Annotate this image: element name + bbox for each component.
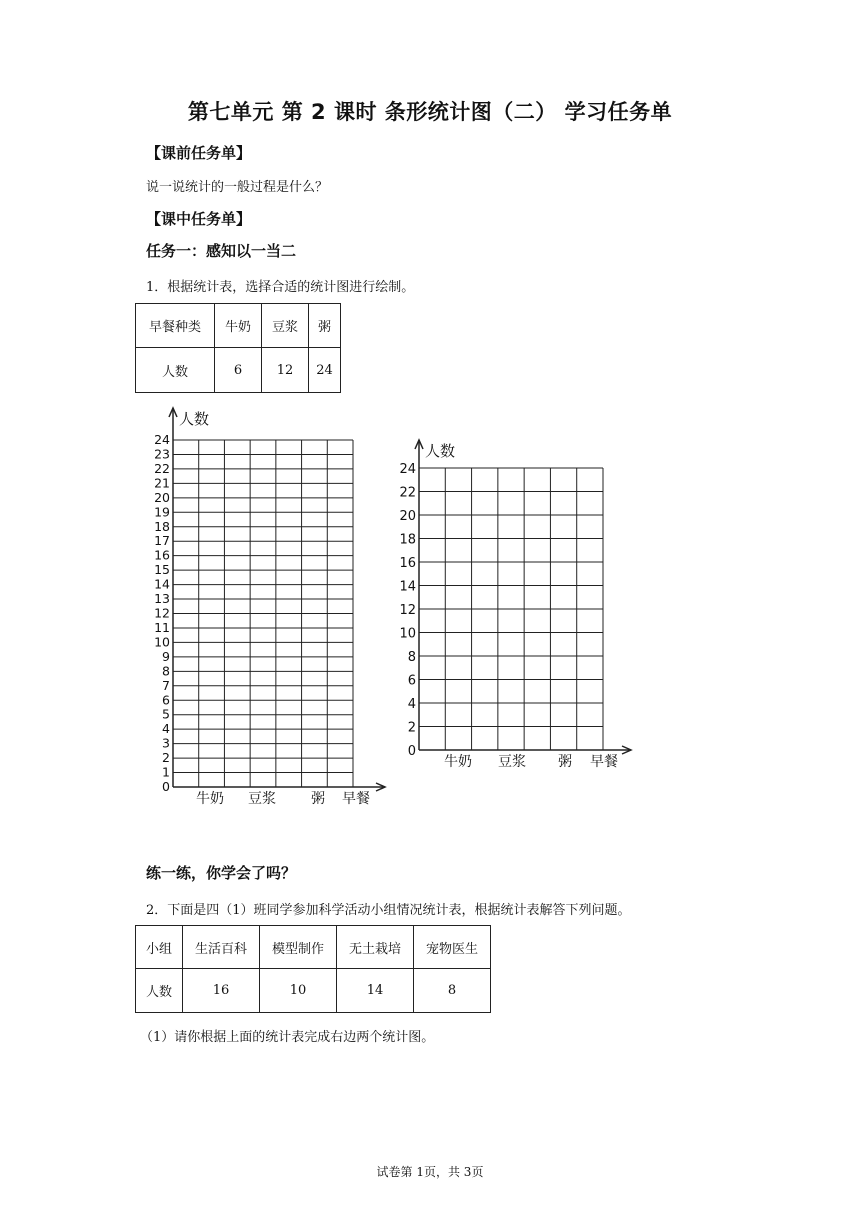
pre-class-question: 说一说统计的一般过程是什么？ xyxy=(146,180,329,195)
table-cell: 牛奶 xyxy=(215,304,262,348)
y-tick-label: 23 xyxy=(154,446,170,462)
y-tick-label: 12 xyxy=(154,605,170,621)
task1-heading: 任务一：感知以一当二 xyxy=(146,242,297,260)
table-cell: 8 xyxy=(414,969,491,1013)
y-tick-label: 15 xyxy=(154,562,170,578)
y-tick-label: 2 xyxy=(407,720,416,736)
bar-chart-grid-1 xyxy=(130,400,400,812)
y-tick-label: 10 xyxy=(154,634,170,650)
y-tick-label: 4 xyxy=(162,721,170,737)
table-cell: 生活百科 xyxy=(183,926,260,969)
sub-question-1: （1）请你根据上面的统计表完成右边两个统计图。 xyxy=(140,1030,435,1045)
y-tick-label: 11 xyxy=(154,619,170,635)
question-1: 1．根据统计表，选择合适的统计图进行绘制。 xyxy=(146,280,415,295)
y-tick-label: 3 xyxy=(162,735,170,751)
table-cell: 14 xyxy=(337,969,414,1013)
table-cell: 早餐种类 xyxy=(136,304,215,348)
page-footer: 试卷第 1页，共 3页 xyxy=(376,1165,484,1179)
y-tick-label: 9 xyxy=(162,648,170,664)
table-cell: 人数 xyxy=(136,969,183,1013)
x-axis-label: 早餐 xyxy=(342,791,370,807)
y-tick-label: 0 xyxy=(407,744,416,759)
y-tick-label: 22 xyxy=(399,485,416,501)
table-cell: 模型制作 xyxy=(260,926,337,969)
y-tick-label: 22 xyxy=(154,460,170,476)
in-class-heading: 【课中任务单】 xyxy=(146,210,252,228)
y-tick-label: 16 xyxy=(154,547,170,563)
question-2: 2．下面是四（1）班同学参加科学活动小组情况统计表，根据统计表解答下列问题。 xyxy=(146,903,631,918)
y-tick-label: 5 xyxy=(162,706,170,722)
y-tick-label: 14 xyxy=(399,579,416,595)
y-tick-label: 1 xyxy=(162,764,170,780)
table-cell: 12 xyxy=(262,348,309,393)
table-cell: 豆浆 xyxy=(262,304,309,348)
table-cell: 10 xyxy=(260,969,337,1013)
page-title: 第七单元 第 2 课时 条形统计图（二） 学习任务单 xyxy=(187,100,673,124)
y-tick-label: 7 xyxy=(162,677,170,693)
science-group-table xyxy=(135,925,491,1013)
y-axis-label: 人数 xyxy=(425,442,456,460)
y-tick-label: 12 xyxy=(399,603,416,618)
y-tick-label: 18 xyxy=(154,518,170,534)
bar-chart-grid-2 xyxy=(395,432,645,782)
y-tick-label: 19 xyxy=(154,504,170,520)
practice-heading: 练一练，你学会了吗？ xyxy=(146,864,297,882)
y-tick-label: 2 xyxy=(162,750,170,766)
y-tick-label: 0 xyxy=(162,779,170,794)
table-cell: 小组 xyxy=(136,926,183,969)
x-category-label: 牛奶 xyxy=(196,791,224,807)
y-tick-label: 14 xyxy=(154,576,170,592)
x-category-label: 豆浆 xyxy=(248,791,276,807)
x-category-label: 牛奶 xyxy=(444,754,472,770)
table-cell: 粥 xyxy=(309,304,341,348)
x-category-label: 豆浆 xyxy=(498,754,526,770)
table-cell: 16 xyxy=(183,969,260,1013)
y-tick-label: 21 xyxy=(154,475,170,491)
y-tick-label: 20 xyxy=(399,509,416,524)
y-tick-label: 24 xyxy=(399,462,416,477)
y-tick-label: 10 xyxy=(399,626,416,642)
table-cell: 无土栽培 xyxy=(337,926,414,969)
table-cell: 人数 xyxy=(136,348,215,393)
y-tick-label: 18 xyxy=(399,532,416,548)
x-axis-label: 早餐 xyxy=(590,754,618,770)
table-cell: 24 xyxy=(309,348,341,393)
y-tick-label: 8 xyxy=(162,663,170,679)
y-tick-label: 16 xyxy=(399,556,416,571)
table-cell: 宠物医生 xyxy=(414,926,491,969)
y-axis-label: 人数 xyxy=(179,410,210,428)
pre-class-heading: 【课前任务单】 xyxy=(146,144,252,162)
y-tick-label: 13 xyxy=(154,591,170,607)
x-category-label: 粥 xyxy=(558,754,572,770)
table-cell: 6 xyxy=(215,348,262,393)
y-tick-label: 24 xyxy=(154,432,170,447)
y-tick-label: 6 xyxy=(407,673,416,689)
y-tick-label: 17 xyxy=(154,533,170,549)
breakfast-table xyxy=(135,303,341,393)
y-tick-label: 20 xyxy=(154,489,170,505)
y-tick-label: 8 xyxy=(407,650,416,665)
y-tick-label: 6 xyxy=(162,692,170,708)
y-tick-label: 4 xyxy=(407,697,416,712)
x-category-label: 粥 xyxy=(311,791,325,807)
